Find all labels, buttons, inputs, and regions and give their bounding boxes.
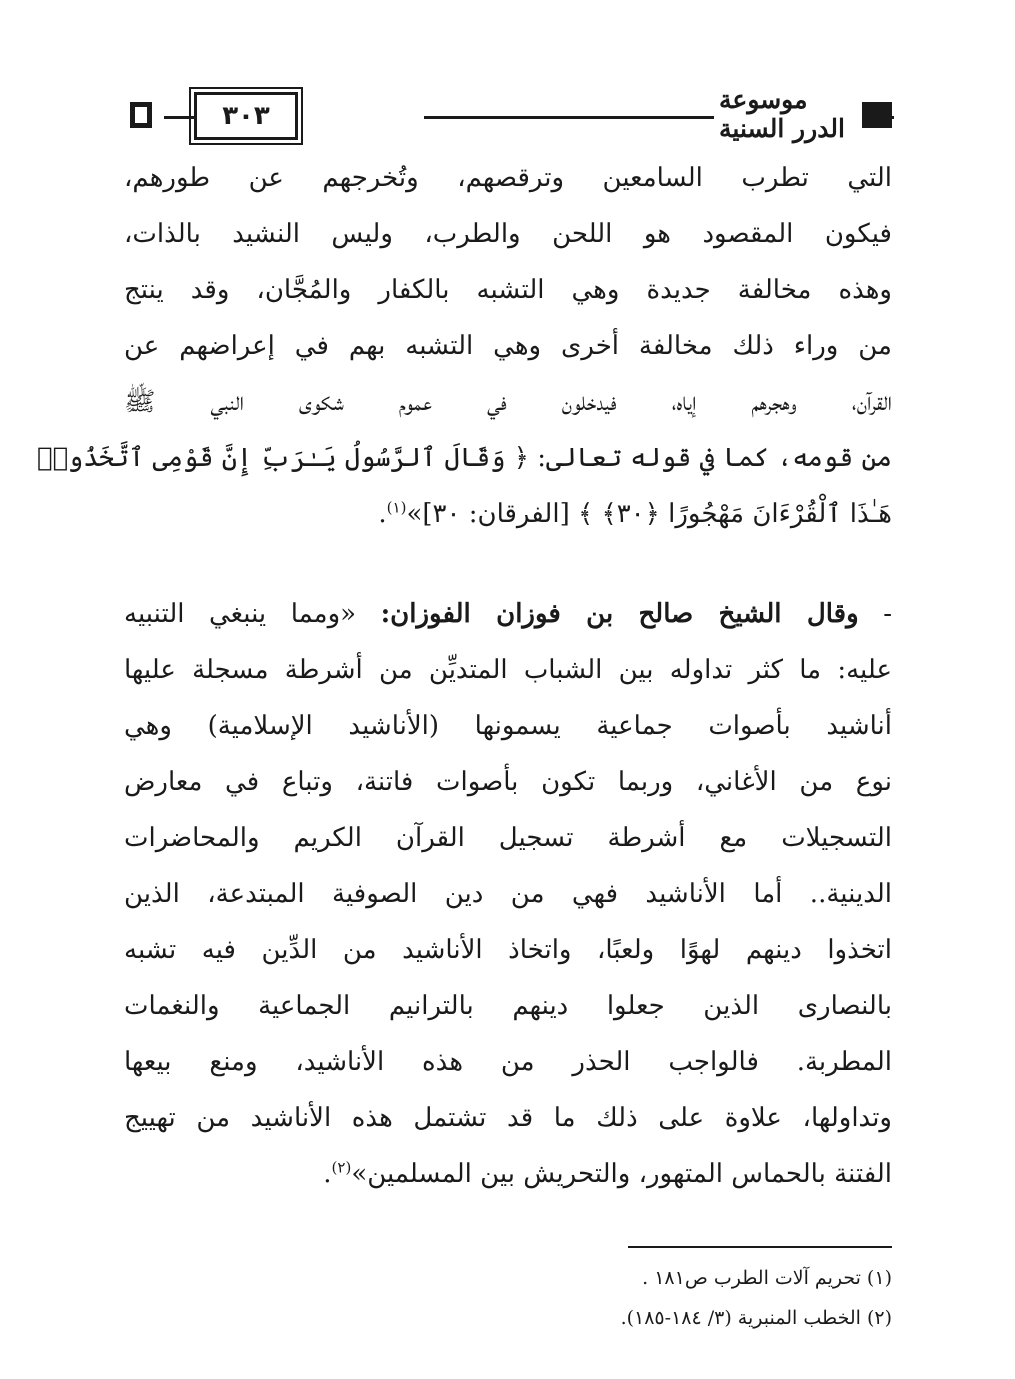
sentence-end: . — [323, 1159, 332, 1189]
paragraph-line: المطربة. فالواجب الحذر من هذه الأناشيد، ومنع بيعها — [124, 1047, 892, 1077]
paragraph-line: الدينية.. أما الأناشيد فهي من دين الصوفية المبتدعة، الذين — [124, 879, 892, 909]
verse-citation: هَـٰذَا ٱلْقُرْءَانَ مَهْجُورًا ﴿٣٠﴾ ﴾ [الفرقان: ٣٠]» — [406, 499, 892, 529]
paragraph-line: وهذه مخالفة جديدة وهي التشبه بالكفار والمُجَّان، وقد ينتج — [124, 275, 892, 305]
quote-start: «ومما ينبغي التنبيه — [124, 599, 381, 629]
paragraph-line: من وراء ذلك مخالفة أخرى وهي التشبه بهم في إعراضهم عن — [124, 331, 892, 361]
footnote-2: (٢) الخطب المنبرية (٣/ ١٨٤-١٨٥). — [620, 1307, 892, 1329]
paragraph-line: أناشيد بأصوات جماعية يسمونها (الأناشيد الإسلامية) وهي — [124, 711, 892, 741]
paragraph-line: فيكون المقصود هو اللحن والطرب، وليس النشيد بالذات، — [124, 219, 892, 249]
header-rule-middle — [424, 116, 714, 119]
paragraph-line: اتخذوا دينهم لهوًا ولعبًا، واتخاذ الأناشيد من الدِّين فيه تشبه — [124, 935, 892, 965]
header-ornament-solid-square — [862, 102, 892, 128]
paragraph-2 — [124, 586, 892, 1202]
sentence-end: . — [378, 499, 387, 529]
paragraph-line: التسجيلات مع أشرطة تسجيل القرآن الكريم والمحاضرات — [124, 823, 892, 853]
paragraph-line-end — [124, 1146, 892, 1202]
paragraph-line: عليه: ما كثر تداوله بين الشباب المتديِّن من أشرطة مسجلة عليها — [124, 655, 892, 685]
footnote-separator — [628, 1246, 892, 1248]
paragraph-line: بالنصارى الذين جعلوا دينهم بالترانيم الجماعية والنغمات — [124, 991, 892, 1021]
footnote-ref-2[interactable]: (٢) — [331, 1158, 352, 1177]
paragraph-line: التي تطرب السامعين وترقصهم، وتُخرجهم عن طورهم، — [124, 163, 892, 193]
series-title: موسوعة الدرر السنية — [719, 92, 859, 136]
footnote-ref-1[interactable]: (١) — [386, 498, 407, 517]
page-number: ٣٠٣ — [194, 92, 298, 140]
paragraph-line: نوع من الأغاني، وربما تكون بأصوات فاتنة، وتباع في معارض — [124, 767, 892, 797]
quote-end: الفتنة بالحماس المتهور، والتحريش بين المسلمين» — [351, 1159, 892, 1189]
quran-verse-line: من قومه، كما في قوله تعالى: ﴿ وَقَالَ ٱلرَّسُولُ يَـٰرَبِّ إِنَّ قَوْمِى ٱتَّخَذُوا۟ — [36, 443, 892, 473]
paragraph-line: وتداولها، علاوة على ذلك ما قد تشتمل هذه الأناشيد من تهييج — [124, 1103, 892, 1133]
footnote-1: (١) تحريم آلات الطرب ص١٨١ . — [642, 1267, 892, 1289]
lead-dash: - — [858, 599, 892, 629]
header-ornament-hollow-square — [130, 102, 152, 128]
page-header — [124, 85, 892, 148]
quran-verse-line-end — [124, 486, 892, 542]
paragraph-1 — [36, 150, 892, 542]
speaker-attribution: وقال الشيخ صالح بن فوزان الفوزان: — [380, 599, 859, 629]
paragraph-line-lead — [124, 586, 892, 642]
paragraph-line: القرآن، وهجرهم إياه، فيدخلون في عموم شكوى النبي ﷺ — [124, 387, 892, 417]
footnotes — [124, 1258, 892, 1338]
